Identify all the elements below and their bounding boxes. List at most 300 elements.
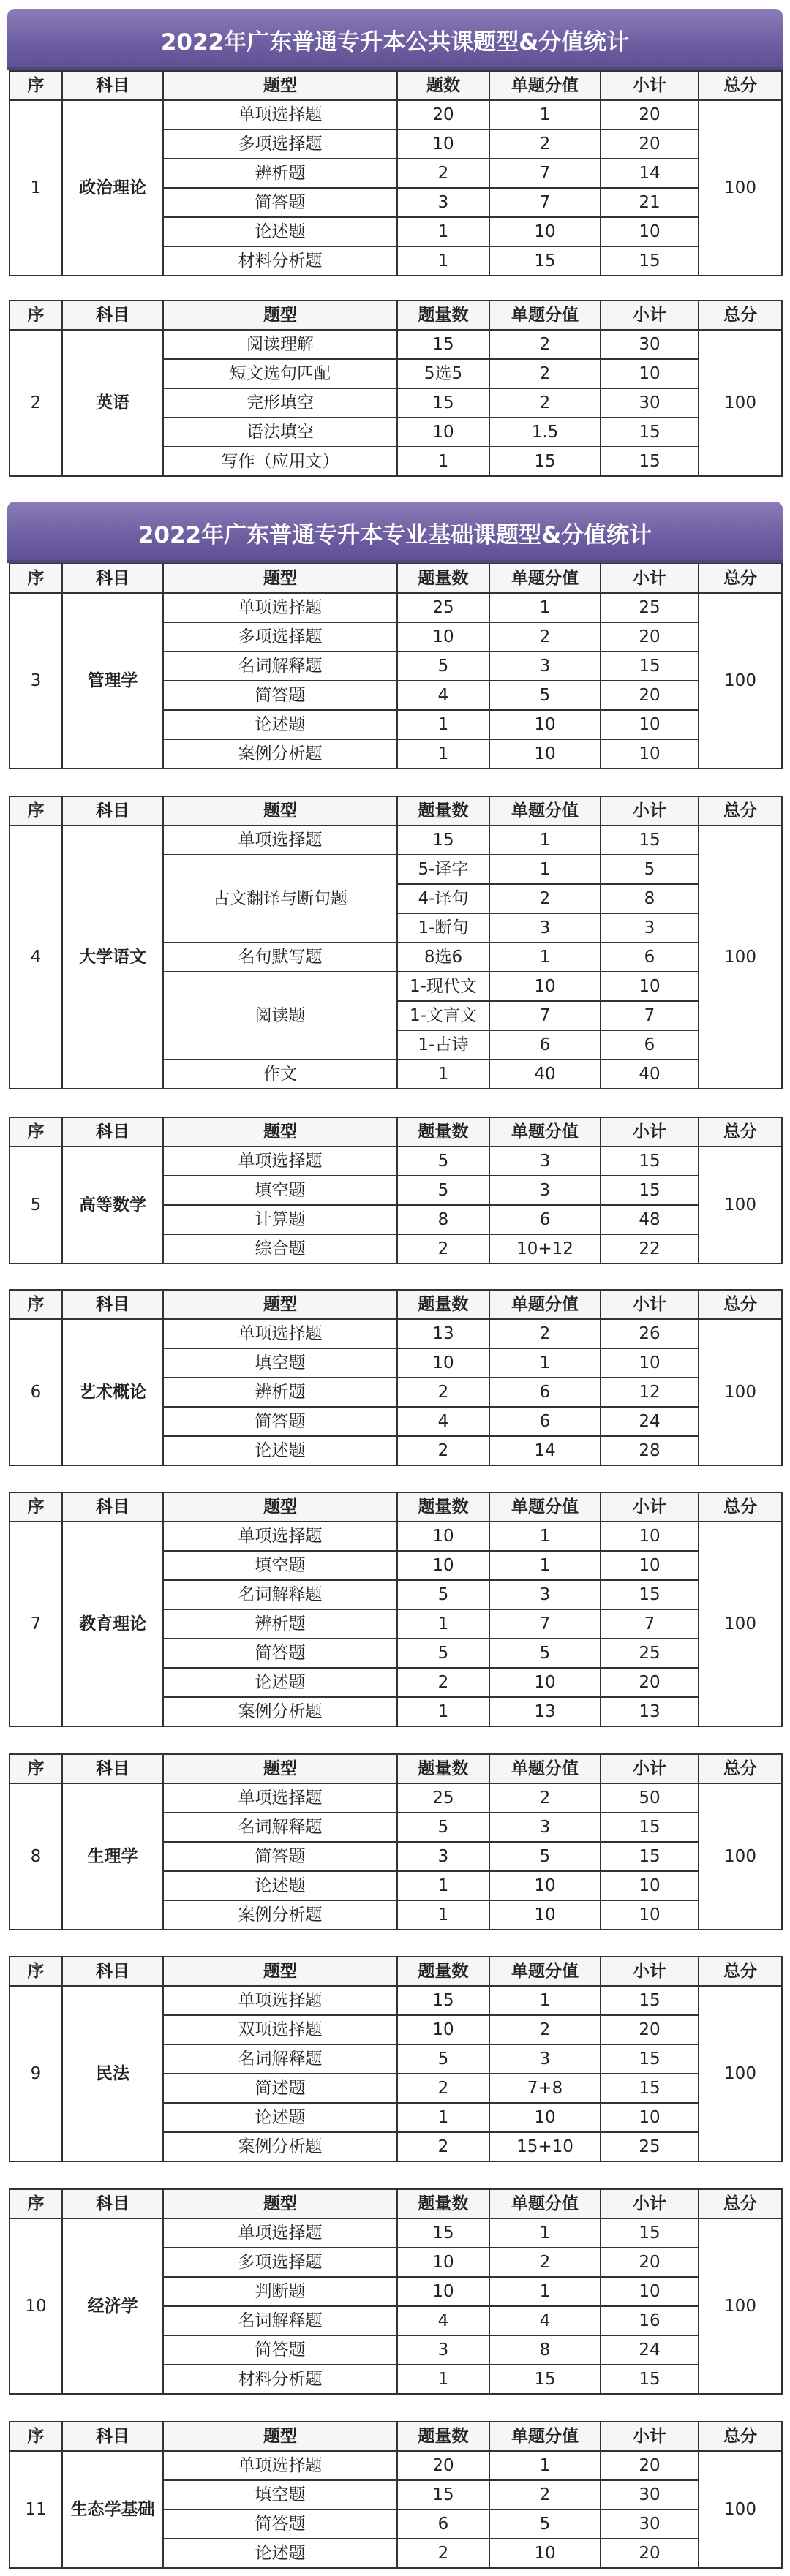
score-per-question: 10 [489,2539,601,2568]
header-subject: 科目 [62,1957,163,1986]
question-count: 1-文言文 [397,1001,489,1030]
question-type: 单项选择题 [163,593,397,622]
score-per-question: 1 [489,2218,601,2248]
question-count: 4 [397,1407,489,1436]
score-per-question: 5 [489,1639,601,1668]
score-per-question: 5 [489,1842,601,1871]
question-type: 辨析题 [163,1378,397,1407]
row-number: 1 [10,100,62,276]
question-count: 25 [397,1783,489,1813]
score-per-question: 10 [489,217,601,246]
score-per-question: 7 [489,1609,601,1639]
question-type: 论述题 [163,217,397,246]
score-per-question: 6 [489,1407,601,1436]
subtotal: 15 [601,447,699,476]
subject-name: 管理学 [62,593,163,768]
subtotal: 30 [601,2480,699,2509]
subtotal: 6 [601,1030,699,1060]
header-type: 题型 [163,1957,397,1986]
question-type: 填空题 [163,1176,397,1205]
header-score: 单题分值 [489,2422,601,2451]
header-type: 题型 [163,2422,397,2451]
subtotal: 7 [601,1001,699,1030]
question-type: 单项选择题 [163,1319,397,1348]
question-type: 案例分析题 [163,739,397,768]
header-total: 总分 [699,1117,782,1147]
subtotal: 15 [601,651,699,681]
score-per-question: 15 [489,447,601,476]
total-score: 100 [699,330,782,476]
subtotal: 14 [601,159,699,188]
score-per-question: 3 [489,913,601,943]
question-count: 1 [397,447,489,476]
total-score: 100 [699,100,782,276]
subtotal: 10 [601,1871,699,1900]
score-per-question: 7 [489,1001,601,1030]
question-count: 10 [397,1522,489,1551]
header-subtotal: 小计 [601,1492,699,1522]
subtotal: 7 [601,1609,699,1639]
table-math [9,1117,783,1264]
subtotal: 15 [601,1176,699,1205]
question-count: 5 [397,1639,489,1668]
score-per-question: 40 [489,1060,601,1089]
question-count: 1 [397,710,489,739]
subtotal: 20 [601,2539,699,2568]
row-number: 5 [10,1147,62,1264]
question-count: 10 [397,418,489,447]
score-per-question: 1 [489,593,601,622]
header-score: 单题分值 [489,1492,601,1522]
header-type: 题型 [163,1754,397,1783]
question-count: 5 [397,1813,489,1842]
subtotal: 15 [601,826,699,855]
question-type: 综合题 [163,1234,397,1264]
question-count: 1 [397,217,489,246]
question-count: 1-现代文 [397,972,489,1001]
score-per-question: 3 [489,1176,601,1205]
subtotal: 10 [601,1522,699,1551]
score-per-question: 2 [489,129,601,159]
row-number: 7 [10,1522,62,1726]
subject-name: 政治理论 [62,100,163,276]
subject-name: 生态学基础 [62,2451,163,2568]
header-total: 总分 [699,1492,782,1522]
header-subject: 科目 [62,1117,163,1147]
header-subject: 科目 [62,301,163,330]
question-type: 短文选句匹配 [163,359,397,388]
subtotal: 20 [601,681,699,710]
table-education [9,1492,783,1727]
subject-name: 经济学 [62,2218,163,2394]
score-per-question: 2 [489,884,601,913]
question-type: 阅读理解 [163,330,397,359]
table-art [9,1289,783,1466]
subtotal: 10 [601,359,699,388]
question-count: 3 [397,2335,489,2365]
header-subtotal: 小计 [601,1957,699,1986]
subtotal: 15 [601,2218,699,2248]
total-score: 100 [699,1522,782,1726]
question-type: 辨析题 [163,159,397,188]
subtotal: 26 [601,1319,699,1348]
question-type: 论述题 [163,1436,397,1465]
subtotal: 20 [601,2248,699,2277]
subtotal: 30 [601,2509,699,2539]
question-type: 简答题 [163,1407,397,1436]
question-type: 填空题 [163,1551,397,1580]
question-count: 1-断句 [397,913,489,943]
total-score: 100 [699,2218,782,2394]
subtotal: 40 [601,1060,699,1089]
header-count: 题量数 [397,796,489,826]
score-per-question: 7 [489,159,601,188]
subtotal: 20 [601,2015,699,2044]
question-type: 名词解释题 [163,1580,397,1609]
subtotal: 10 [601,1551,699,1580]
header-count: 题数 [397,71,489,100]
question-type: 单项选择题 [163,1522,397,1551]
table-ecology [9,2421,783,2569]
row-number: 10 [10,2218,62,2394]
subtotal: 10 [601,1900,699,1930]
score-per-question: 1 [489,1986,601,2015]
question-count: 4-译句 [397,884,489,913]
header-score: 单题分值 [489,1290,601,1319]
question-type: 论述题 [163,1871,397,1900]
table-english [9,300,783,477]
subtotal: 15 [601,2365,699,2394]
score-per-question: 7+8 [489,2074,601,2103]
score-per-question: 7 [489,188,601,217]
score-per-question: 2 [489,2480,601,2509]
header-count: 题量数 [397,1492,489,1522]
score-per-question: 1 [489,2451,601,2480]
header-subtotal: 小计 [601,2189,699,2218]
score-per-question: 15+10 [489,2132,601,2161]
question-count: 1 [397,1697,489,1726]
score-per-question: 13 [489,1697,601,1726]
subtotal: 20 [601,622,699,651]
question-count: 15 [397,2480,489,2509]
question-type: 名词解释题 [163,2306,397,2335]
table-management [9,563,783,769]
subtotal: 15 [601,1813,699,1842]
question-count: 13 [397,1319,489,1348]
header-score: 单题分值 [489,1754,601,1783]
row-number: 8 [10,1783,62,1930]
score-per-question: 3 [489,651,601,681]
header-total: 总分 [699,1290,782,1319]
header-type: 题型 [163,301,397,330]
score-per-question: 10 [489,1871,601,1900]
question-count: 15 [397,1986,489,2015]
score-per-question: 10 [489,2103,601,2132]
header-total: 总分 [699,564,782,593]
score-per-question: 5 [489,2509,601,2539]
score-per-question: 2 [489,1783,601,1813]
total-score: 100 [699,1783,782,1930]
header-no: 序 [10,1957,62,1986]
question-count: 1 [397,739,489,768]
score-per-question: 6 [489,1378,601,1407]
header-subject: 科目 [62,1492,163,1522]
subtotal: 48 [601,1205,699,1234]
header-type: 题型 [163,1290,397,1319]
header-type: 题型 [163,1117,397,1147]
subtotal: 15 [601,1147,699,1176]
subtotal: 20 [601,1668,699,1697]
header-count: 题量数 [397,1754,489,1783]
total-score: 100 [699,1986,782,2161]
question-type: 完形填空 [163,388,397,418]
subtotal: 15 [601,2044,699,2074]
question-type: 单项选择题 [163,1783,397,1813]
table-politics [9,70,783,276]
subtotal: 21 [601,188,699,217]
question-count: 2 [397,2539,489,2568]
question-count: 5 [397,1580,489,1609]
header-subject: 科目 [62,796,163,826]
score-per-question: 10+12 [489,1234,601,1264]
question-count: 1 [397,246,489,276]
question-type: 辨析题 [163,1609,397,1639]
question-count: 5 [397,1147,489,1176]
header-count: 题量数 [397,1290,489,1319]
header-subtotal: 小计 [601,1117,699,1147]
header-subtotal: 小计 [601,564,699,593]
question-count: 4 [397,681,489,710]
major-course-banner: 2022年广东普通专升本专业基础课题型&分值统计 [7,502,783,563]
subtotal: 30 [601,330,699,359]
total-score: 100 [699,593,782,768]
score-per-question: 1.5 [489,418,601,447]
score-per-question: 14 [489,1436,601,1465]
header-score: 单题分值 [489,796,601,826]
header-total: 总分 [699,2422,782,2451]
score-per-question: 8 [489,2335,601,2365]
score-per-question: 3 [489,1813,601,1842]
header-score: 单题分值 [489,1957,601,1986]
question-type: 单项选择题 [163,2218,397,2248]
question-count: 15 [397,388,489,418]
score-per-question: 1 [489,2277,601,2306]
score-per-question: 1 [489,1348,601,1378]
question-type: 多项选择题 [163,622,397,651]
question-type: 写作（应用文） [163,447,397,476]
question-count: 2 [397,2074,489,2103]
header-subtotal: 小计 [601,1754,699,1783]
header-subject: 科目 [62,564,163,593]
header-no: 序 [10,2422,62,2451]
score-per-question: 2 [489,622,601,651]
question-count: 4 [397,2306,489,2335]
subtotal: 15 [601,1580,699,1609]
question-type: 计算题 [163,1205,397,1234]
header-subject: 科目 [62,71,163,100]
header-count: 题量数 [397,1957,489,1986]
header-score: 单题分值 [489,1117,601,1147]
score-per-question: 10 [489,972,601,1001]
header-no: 序 [10,1754,62,1783]
question-count: 1 [397,1900,489,1930]
question-type: 阅读题 [163,972,397,1060]
question-count: 20 [397,2451,489,2480]
subtotal: 15 [601,1986,699,2015]
header-total: 总分 [699,1957,782,1986]
question-type: 填空题 [163,1348,397,1378]
question-type: 材料分析题 [163,2365,397,2394]
question-type: 单项选择题 [163,100,397,129]
subtotal: 12 [601,1378,699,1407]
question-type: 单项选择题 [163,826,397,855]
header-no: 序 [10,1492,62,1522]
subtotal: 25 [601,1639,699,1668]
score-per-question: 2 [489,359,601,388]
question-count: 2 [397,1436,489,1465]
question-count: 2 [397,2132,489,2161]
header-type: 题型 [163,796,397,826]
question-type: 论述题 [163,710,397,739]
score-per-question: 10 [489,1668,601,1697]
subtotal: 20 [601,129,699,159]
total-score: 100 [699,2451,782,2568]
subtotal: 20 [601,100,699,129]
subtotal: 10 [601,2103,699,2132]
question-count: 10 [397,2248,489,2277]
header-score: 单题分值 [489,71,601,100]
score-per-question: 10 [489,1900,601,1930]
question-count: 8选6 [397,943,489,972]
score-per-question: 6 [489,1205,601,1234]
header-total: 总分 [699,796,782,826]
header-count: 题量数 [397,1117,489,1147]
question-type: 双项选择题 [163,2015,397,2044]
question-count: 5 [397,1176,489,1205]
question-count: 5 [397,651,489,681]
subtotal: 15 [601,2074,699,2103]
header-no: 序 [10,796,62,826]
question-type: 多项选择题 [163,129,397,159]
question-type: 论述题 [163,2539,397,2568]
question-count: 15 [397,2218,489,2248]
header-count: 题量数 [397,564,489,593]
question-type: 填空题 [163,2480,397,2509]
question-count: 10 [397,2277,489,2306]
subtotal: 15 [601,418,699,447]
row-number: 4 [10,826,62,1089]
subtotal: 10 [601,217,699,246]
score-per-question: 3 [489,2044,601,2074]
total-score: 100 [699,826,782,1089]
question-count: 10 [397,622,489,651]
header-subtotal: 小计 [601,301,699,330]
score-per-question: 1 [489,100,601,129]
score-per-question: 2 [489,2015,601,2044]
question-count: 5-译字 [397,855,489,884]
score-per-question: 1 [489,1551,601,1580]
question-type: 简答题 [163,681,397,710]
header-subtotal: 小计 [601,71,699,100]
score-per-question: 1 [489,855,601,884]
row-number: 11 [10,2451,62,2568]
question-count: 3 [397,188,489,217]
question-count: 1-古诗 [397,1030,489,1060]
subtotal: 50 [601,1783,699,1813]
header-count: 题量数 [397,301,489,330]
question-count: 2 [397,1668,489,1697]
subtotal: 10 [601,710,699,739]
question-type: 多项选择题 [163,2248,397,2277]
question-type: 材料分析题 [163,246,397,276]
question-count: 15 [397,826,489,855]
question-count: 2 [397,159,489,188]
question-type: 简答题 [163,2335,397,2365]
subtotal: 30 [601,388,699,418]
subtotal: 10 [601,739,699,768]
score-per-question: 6 [489,1030,601,1060]
subtotal: 6 [601,943,699,972]
header-total: 总分 [699,301,782,330]
question-count: 1 [397,2103,489,2132]
subtotal: 22 [601,1234,699,1264]
question-count: 20 [397,100,489,129]
subtotal: 25 [601,2132,699,2161]
score-per-question: 5 [489,681,601,710]
question-type: 简答题 [163,188,397,217]
total-score: 100 [699,1147,782,1264]
question-type: 语法填空 [163,418,397,447]
question-count: 8 [397,1205,489,1234]
header-total: 总分 [699,2189,782,2218]
subtotal: 3 [601,913,699,943]
table-chinese [9,796,783,1089]
subtotal: 20 [601,2451,699,2480]
subtotal: 15 [601,1842,699,1871]
header-subject: 科目 [62,2189,163,2218]
header-type: 题型 [163,564,397,593]
header-no: 序 [10,71,62,100]
question-type: 名词解释题 [163,1813,397,1842]
score-per-question: 1 [489,826,601,855]
subject-name: 教育理论 [62,1522,163,1726]
subject-name: 艺术概论 [62,1319,163,1465]
question-type: 单项选择题 [163,2451,397,2480]
header-type: 题型 [163,1492,397,1522]
header-score: 单题分值 [489,301,601,330]
subtotal: 15 [601,246,699,276]
header-total: 总分 [699,71,782,100]
score-per-question: 10 [489,710,601,739]
question-count: 1 [397,1871,489,1900]
question-count: 1 [397,1609,489,1639]
question-type: 名词解释题 [163,2044,397,2074]
subtotal: 24 [601,1407,699,1436]
score-per-question: 15 [489,2365,601,2394]
subtotal: 10 [601,1348,699,1378]
question-type: 案例分析题 [163,1900,397,1930]
row-number: 3 [10,593,62,768]
header-subject: 科目 [62,1754,163,1783]
question-type: 单项选择题 [163,1986,397,2015]
question-count: 10 [397,1551,489,1580]
header-score: 单题分值 [489,2189,601,2218]
question-count: 10 [397,129,489,159]
question-count: 6 [397,2509,489,2539]
header-subtotal: 小计 [601,2422,699,2451]
header-total: 总分 [699,1754,782,1783]
header-no: 序 [10,1290,62,1319]
